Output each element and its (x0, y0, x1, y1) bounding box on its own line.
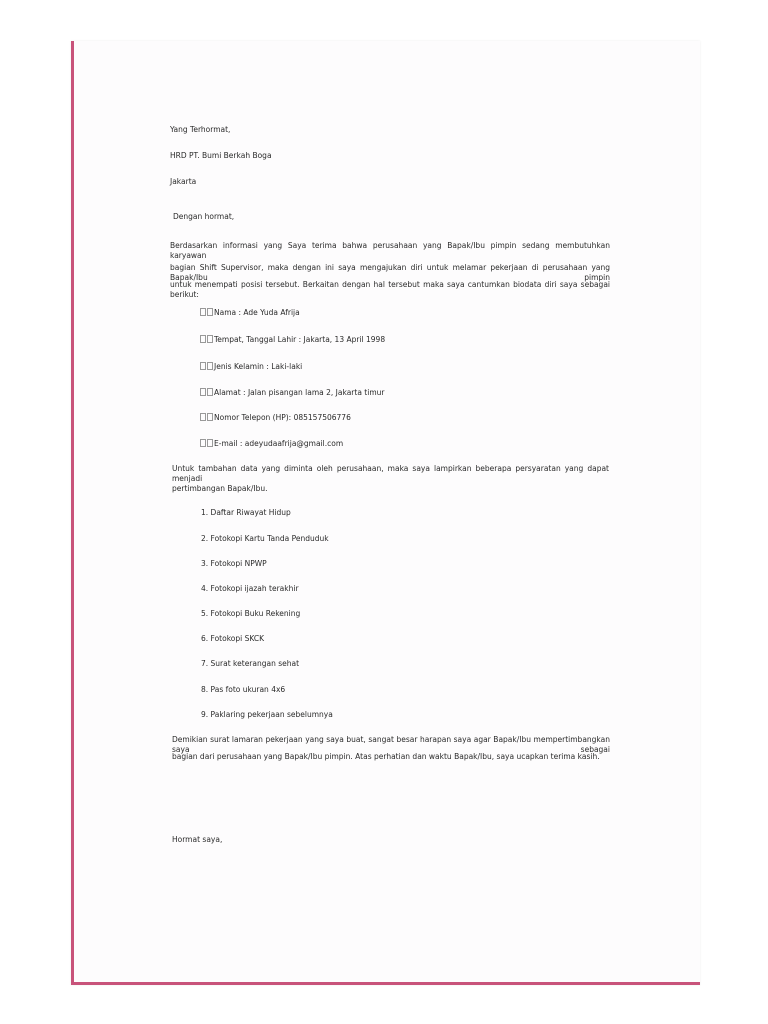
checkbox-icon (207, 439, 213, 447)
intro-line: Berdasarkan informasi yang Saya terima bahwa perusahaan yang Bapak/Ibu pimpin sedang membutuhkan karyawan (170, 241, 610, 260)
biodata-item (200, 439, 343, 449)
attachment-item: 4. Fotokopi ijazah terakhir (201, 584, 299, 593)
attachment-item: 9. Paklaring pekerjaan sebelumnya (201, 710, 333, 719)
biodata-birth: Tempat, Tanggal Lahir : Jakarta, 13 April 1998 (214, 335, 386, 344)
closing-line: Demikian surat lamaran pekerjaan yang saya buat, sangat besar harapan saya agar Bapak/Ibu mempertimbangkan saya sebagai (172, 735, 610, 754)
greeting: Yang Terhormat, (170, 125, 231, 134)
biodata-item (200, 413, 351, 423)
biodata-item (200, 308, 300, 318)
checkbox-icon (200, 335, 206, 343)
attachment-item: 2. Fotokopi Kartu Tanda Penduduk (201, 534, 329, 543)
biodata-item (200, 388, 384, 398)
biodata-gender: Jenis Kelamin : Laki-laki (214, 362, 303, 371)
biodata-name: Nama : Ade Yuda Afrija (214, 308, 300, 317)
salutation: Dengan hormat, (173, 212, 235, 221)
checkbox-icon (200, 413, 206, 421)
checkbox-icon (207, 335, 213, 343)
biodata-item (200, 335, 385, 345)
attachment-item: 1. Daftar Riwayat Hidup (201, 508, 291, 517)
checkbox-icon (207, 308, 213, 316)
biodata-address: Alamat : Jalan pisangan lama 2, Jakarta timur (214, 388, 385, 397)
signoff: Hormat saya, (172, 835, 223, 844)
checkbox-icon (200, 388, 206, 396)
checkbox-icon (207, 413, 213, 421)
attachment-item: 8. Pas foto ukuran 4x6 (201, 685, 286, 694)
attachments-intro-line: pertimbangan Bapak/Ibu. (172, 484, 268, 493)
attachment-item: 5. Fotokopi Buku Rekening (201, 609, 301, 618)
biodata-item (200, 362, 302, 372)
checkbox-icon (207, 388, 213, 396)
letter-page (71, 41, 700, 985)
biodata-email: E-mail : adeyudaafrija@gmail.com (214, 439, 344, 448)
attachment-item: 7. Surat keterangan sehat (201, 659, 300, 668)
checkbox-icon (207, 362, 213, 370)
city: Jakarta (170, 177, 197, 186)
checkbox-icon (200, 362, 206, 370)
intro-line: untuk menempati posisi tersebut. Berkaitan dengan hal tersebut maka saya cantumkan biodata diri saya sebagai berikut: (170, 280, 610, 299)
checkbox-icon (200, 308, 206, 316)
recipient: HRD PT. Bumi Berkah Boga (170, 151, 272, 160)
biodata-phone: Nomor Telepon (HP): 085157506776 (214, 413, 351, 422)
attachment-item: 3. Fotokopi NPWP (201, 559, 267, 568)
closing-line: bagian dari perusahaan yang Bapak/Ibu pimpin. Atas perhatian dan waktu Bapak/Ibu, saya ucapkan terima kasih. (172, 752, 600, 761)
checkbox-icon (200, 439, 206, 447)
intro-line: bagian Shift Supervisor, maka dengan ini saya mengajukan diri untuk melamar pekerjaan di perusahaan yang Bapak/Ibu pimpin (170, 263, 610, 282)
attachment-item: 6. Fotokopi SKCK (201, 634, 265, 643)
attachments-intro-line: Untuk tambahan data yang diminta oleh perusahaan, maka saya lampirkan beberapa persyaratan yang dapat menjadi (172, 464, 609, 483)
